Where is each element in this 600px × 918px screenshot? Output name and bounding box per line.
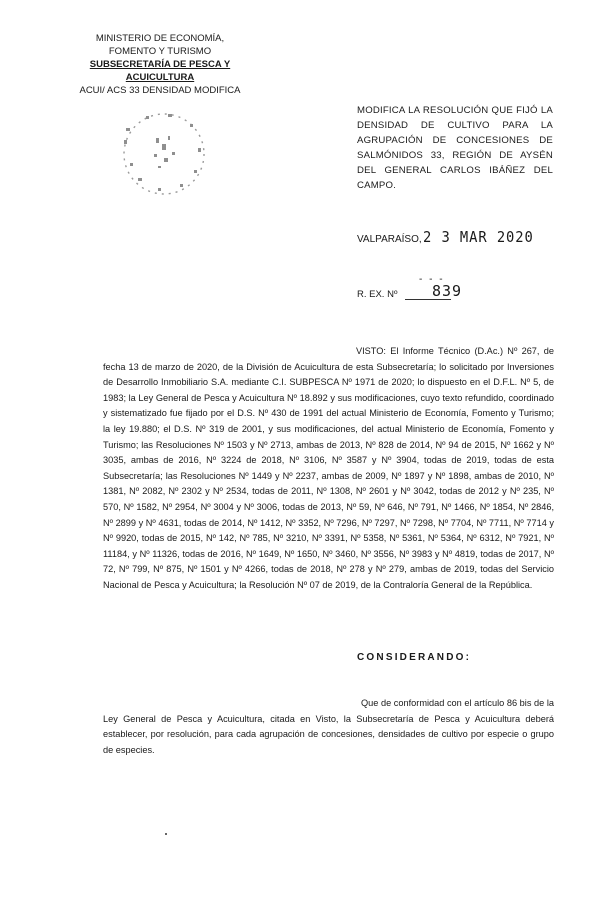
ministry-line-1: MINISTERIO DE ECONOMÍA, (95, 33, 225, 44)
resolution-number-value: 839 (432, 282, 463, 300)
issue-city: VALPARAÍSO, (357, 234, 422, 245)
place-and-date (357, 228, 557, 250)
resolution-number-label: R. EX. Nº (357, 289, 398, 300)
issue-date-stamp: 2 3 MAR 2020 (423, 228, 534, 246)
visto-paragraph: VISTO: El Informe Técnico (D.Ac.) Nº 267, de fecha 13 de marzo de 2020, de la División de Acuicultura de esta Subsecretaría; lo solicitado por Inversiones de Desarrollo Inmobiliario S.A. mediante C.I. SUBPESCA Nº 1971 de 2020; lo dispuesto en el D.F.L. Nº 5, de 1983; la Ley General de Pesca y Acuicultura Nº 18.892 y sus modificaciones, cuyo texto refundido, coordinado y sistematizado fue fijado por el D.S. Nº 430 de 1991 del actual Ministerio de Economía, Fomento y Turismo; la ley 19.880; el D.S. Nº 319 de 2001, y sus modificaciones, del actual Ministerio de Economía, Fomento y Turismo; las Resoluciones Nº 1503 y Nº 2713, ambas de 2013, Nº 828 de 2014, Nº 94 de 2015, Nº 1662 y Nº 3035, ambas de 2016, Nº 3224 de 2018, Nº 3106, Nº 3587 y Nº 3904, todas de 2019, todas de esta Subsecretaría; las Resoluciones Nº 1449 y Nº 2237, ambas de 2009, Nº 1897 y Nº 1898, ambas de 2010, Nº 1381, Nº 2082, Nº 2302 y Nº 2534, todas de 2011, Nº 1308, Nº 2601 y Nº 3042, todas de 2012 y Nº 235, Nº 570, Nº 1582, Nº 2954, Nº 3004 y Nº 3006, todas de 2013, Nº 59, Nº 646, Nº 791, Nº 1466, Nº 1854, Nº 2846, Nº 2899 y Nº 4631, todas de 2014, Nº 1412, Nº 3352, Nº 7296, Nº 7297, Nº 7298, Nº 7704, Nº 7711, Nº 7714 y Nº 9920, todas de 2015, Nº 142, Nº 785, Nº 3210, Nº 3391, Nº 5358, Nº 5361, Nº 5364, Nº 6312, Nº 7921, Nº 11184, y Nº 11326, todas de 2016, Nº 1649, Nº 1650, Nº 3460, Nº 3556, Nº 3983 y Nº 4819, todas de 2017, Nº 72, Nº 799, Nº 875, Nº 1501 y Nº 4266, todas de 2018, Nº 278 y Nº 279, ambas de 2019, todas del Servicio Nacional de Pesca y Acuicultura; la Resolución Nº 07 de 2019, de la Contraloría General de la República. (103, 346, 554, 590)
ministry-line-2: FOMENTO Y TURISMO (108, 46, 212, 57)
considerando-paragraph-1: Que de conformidad con el artículo 86 bis de la Ley General de Pesca y Acuicultura, citada en Visto, la Subsecretaría de Pesca y Acuicultura deberá establecer, por resolución, para cada agrupación de concesiones, densidades de cultivo por especie o grupo de especies. (103, 698, 554, 755)
scan-speck (165, 833, 167, 835)
division-reference: ACUI/ ACS 33 DENSIDAD MODIFICA (79, 85, 241, 96)
resolution-number-dashes: - - - (419, 274, 445, 285)
considerando-heading: CONSIDERANDO: (357, 652, 472, 663)
seal-graphic (118, 108, 210, 200)
resolution-subject: MODIFICA LA RESOLUCIÓN QUE FIJÓ LA DENSIDAD DE CULTIVO PARA LA AGRUPACIÓN DE CONCESIONES DE SALMÓNIDOS 33, REGIÓN DE AYSÉN DEL GENERAL CARLOS IBÁÑEZ DEL CAMPO. (357, 105, 553, 191)
subsecretaria-name: SUBSECRETARÍA DE PESCA Y ACUICULTURA (89, 59, 231, 83)
issuer-header (60, 32, 260, 97)
resolution-number (357, 274, 557, 304)
official-seal-icon (118, 108, 210, 200)
